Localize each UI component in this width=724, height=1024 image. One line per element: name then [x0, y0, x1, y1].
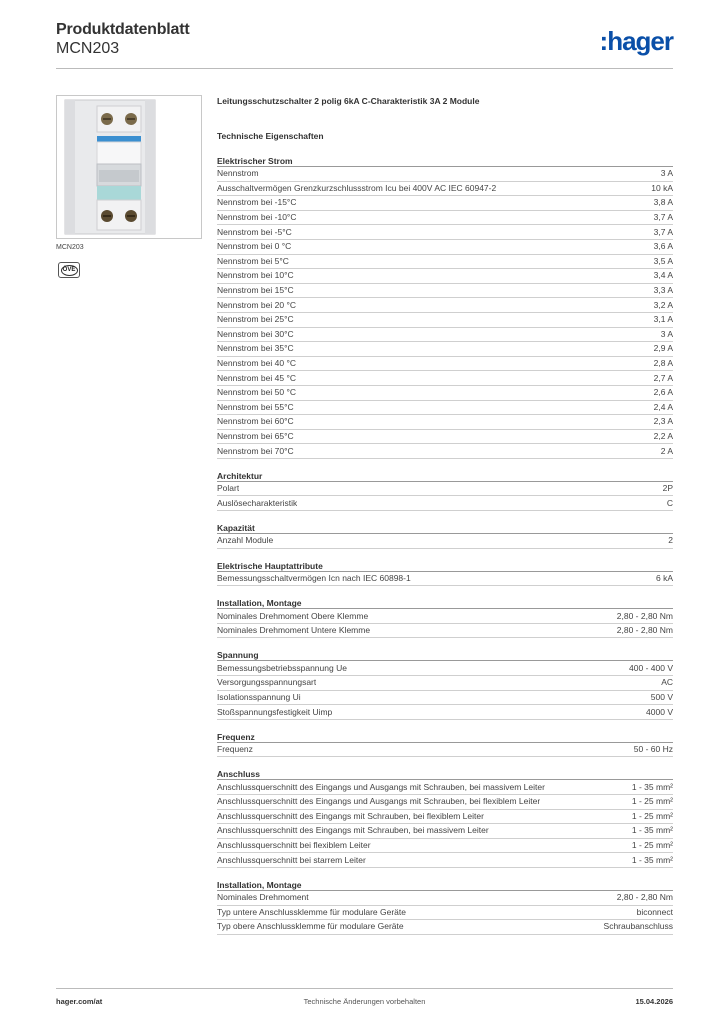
- spec-label: Nennstrom bei 55°C: [217, 401, 294, 412]
- spec-value: 1 - 25 mm²: [631, 840, 673, 851]
- spec-label: Isolationsspannung Ui: [217, 691, 301, 702]
- spec-row: [217, 357, 673, 372]
- spec-label: Frequenz: [217, 744, 253, 755]
- spec-value: 1 - 25 mm²: [631, 796, 673, 807]
- footer-disclaimer: Technische Änderungen vorbehalten: [303, 997, 426, 1006]
- spec-label: Anzahl Module: [217, 535, 274, 546]
- section-title: Spannung: [217, 649, 673, 661]
- spec-label: Nennstrom bei 25°C: [217, 314, 294, 325]
- spec-label: Stoßspannungsfestigkeit Uimp: [217, 706, 333, 717]
- spec-value: biconnect: [636, 906, 673, 917]
- spec-label: Nennstrom bei 60°C: [217, 416, 294, 427]
- section-title: Architektur: [217, 470, 673, 482]
- section-title: Elektrischer Strom: [217, 155, 673, 167]
- spec-label: Polart: [217, 483, 240, 494]
- spec-label: Nennstrom bei -10°C: [217, 212, 297, 223]
- spec-row: [217, 534, 673, 549]
- image-caption: MCN203: [56, 244, 84, 251]
- spec-value: C: [666, 497, 673, 508]
- spec-label: Nennstrom bei 15°C: [217, 285, 294, 296]
- spec-value: 2 A: [660, 445, 673, 456]
- spec-value: 500 V: [650, 691, 673, 702]
- spec-value: 2,7 A: [653, 372, 673, 383]
- spec-value: 2,6 A: [653, 387, 673, 398]
- spec-value: 1 - 35 mm²: [631, 825, 673, 836]
- circuit-breaker-icon: [63, 98, 157, 236]
- spec-row: [217, 298, 673, 313]
- spec-section: [217, 155, 673, 459]
- spec-value: 3,8 A: [653, 197, 673, 208]
- spec-row: [217, 810, 673, 825]
- spec-label: Nennstrom bei 45 °C: [217, 372, 296, 383]
- section-title: Installation, Montage: [217, 879, 673, 891]
- spec-value: 1 - 25 mm²: [631, 810, 673, 821]
- spec-row: [217, 269, 673, 284]
- hager-logo: :hager: [599, 26, 673, 56]
- spec-value: Schraubanschluss: [603, 921, 673, 932]
- spec-row: [217, 705, 673, 720]
- spec-value: 3,7 A: [653, 212, 673, 223]
- product-image: [56, 95, 202, 239]
- spec-value: 3,6 A: [653, 241, 673, 252]
- spec-value: 2P: [662, 483, 673, 494]
- spec-label: Anschlussquerschnitt des Eingangs und Ausgangs mit Schrauben, bei flexiblem Leiter: [217, 796, 541, 807]
- spec-value: 3,1 A: [653, 314, 673, 325]
- spec-label: Anschlussquerschnitt des Eingangs und Ausgangs mit Schrauben, bei massivem Leiter: [217, 781, 545, 792]
- spec-row: [217, 853, 673, 868]
- product-description: Leitungsschutzschalter 2 polig 6kA C-Charakteristik 3A 2 Module: [217, 96, 480, 106]
- spec-label: Typ untere Anschlussklemme für modulare Geräte: [217, 906, 406, 917]
- spec-row: [217, 795, 673, 810]
- spec-label: Nennstrom bei -15°C: [217, 197, 297, 208]
- section-title: Anschluss: [217, 768, 673, 780]
- spec-label: Nennstrom: [217, 168, 259, 179]
- spec-label: Versorgungsspannungsart: [217, 677, 317, 688]
- spec-label: Auslösecharakteristik: [217, 497, 298, 508]
- spec-value: 1 - 35 mm²: [631, 854, 673, 865]
- spec-value: 2,3 A: [653, 416, 673, 427]
- spec-label: Nennstrom bei 50 °C: [217, 387, 296, 398]
- section-title: Kapazität: [217, 522, 673, 534]
- spec-value: 3 A: [660, 328, 673, 339]
- spec-row: [217, 342, 673, 357]
- ove-badge-text: ÖVE: [61, 265, 78, 276]
- spec-section: [217, 768, 673, 868]
- section-title: Elektrische Hauptattribute: [217, 560, 673, 572]
- spec-value: 4000 V: [646, 706, 673, 717]
- spec-row: [217, 240, 673, 255]
- spec-value: AC: [661, 677, 673, 688]
- spec-value: 6 kA: [655, 572, 673, 583]
- section-title: Frequenz: [217, 731, 673, 743]
- spec-row: [217, 211, 673, 226]
- spec-value: 2,80 - 2,80 Nm: [616, 610, 673, 621]
- spec-label: Nennstrom bei 40 °C: [217, 358, 296, 369]
- spec-value: 50 - 60 Hz: [633, 744, 673, 755]
- spec-label: Nominales Drehmoment Obere Klemme: [217, 610, 369, 621]
- spec-row: [217, 328, 673, 343]
- spec-label: Nennstrom bei 10°C: [217, 270, 294, 281]
- footer-date: 15.04.2026: [635, 997, 673, 1006]
- spec-row: [217, 780, 673, 795]
- page-title: Produktdatenblatt: [56, 21, 190, 38]
- spec-value: 400 - 400 V: [629, 662, 673, 673]
- spec-label: Nennstrom bei 35°C: [217, 343, 294, 354]
- footer-website: hager.com/at: [56, 997, 103, 1006]
- spec-sections: [217, 155, 673, 935]
- spec-label: Nennstrom bei 70°C: [217, 445, 294, 456]
- spec-row: [217, 676, 673, 691]
- spec-label: Anschlussquerschnitt des Eingangs mit Schrauben, bei massivem Leiter: [217, 825, 489, 836]
- spec-label: Typ obere Anschlussklemme für modulare Geräte: [217, 921, 404, 932]
- spec-row: [217, 415, 673, 430]
- spec-value: 2,9 A: [653, 343, 673, 354]
- spec-label: Anschlussquerschnitt des Eingangs mit Schrauben, bei flexiblem Leiter: [217, 810, 484, 821]
- ove-certification-icon: [58, 262, 80, 278]
- spec-value: 1 - 35 mm²: [631, 781, 673, 792]
- spec-section: [217, 522, 673, 549]
- spec-label: Ausschaltvermögen Grenzkurzschlussstrom Icu bei 400V AC IEC 60947-2: [217, 182, 497, 193]
- spec-row: [217, 572, 673, 587]
- spec-value: 2,2 A: [653, 430, 673, 441]
- spec-value: 3,7 A: [653, 226, 673, 237]
- spec-row: [217, 444, 673, 459]
- spec-label: Bemessungsbetriebsspannung Ue: [217, 662, 347, 673]
- spec-row: [217, 906, 673, 921]
- spec-row: [217, 225, 673, 240]
- spec-label: Nennstrom bei 20 °C: [217, 299, 296, 310]
- page-footer: [56, 997, 673, 1009]
- spec-value: 2,80 - 2,80 Nm: [616, 625, 673, 636]
- spec-value: 3,3 A: [653, 285, 673, 296]
- spec-value: 3,2 A: [653, 299, 673, 310]
- spec-label: Anschlussquerschnitt bei flexiblem Leiter: [217, 840, 371, 851]
- page-header: [56, 20, 673, 70]
- spec-section: [217, 597, 673, 638]
- spec-row: [217, 430, 673, 445]
- spec-row: [217, 839, 673, 854]
- spec-row: [217, 691, 673, 706]
- spec-section: [217, 470, 673, 511]
- spec-row: [217, 284, 673, 299]
- spec-row: [217, 313, 673, 328]
- spec-row: [217, 182, 673, 197]
- spec-row: [217, 496, 673, 511]
- spec-value: 2,8 A: [653, 358, 673, 369]
- spec-section: [217, 649, 673, 719]
- spec-row: [217, 482, 673, 497]
- spec-row: [217, 255, 673, 270]
- spec-label: Anschlussquerschnitt bei starrem Leiter: [217, 854, 366, 865]
- section-title: Installation, Montage: [217, 597, 673, 609]
- spec-value: 3,5 A: [653, 255, 673, 266]
- spec-section: [217, 560, 673, 587]
- spec-section: [217, 731, 673, 758]
- spec-row: [217, 371, 673, 386]
- spec-value: 10 kA: [651, 182, 673, 193]
- spec-label: Nennstrom bei 0 °C: [217, 241, 292, 252]
- spec-row: [217, 824, 673, 839]
- spec-value: 2: [668, 535, 673, 546]
- spec-row: [217, 743, 673, 758]
- spec-row: [217, 920, 673, 935]
- product-code: MCN203: [56, 40, 120, 57]
- spec-row: [217, 891, 673, 906]
- spec-label: Bemessungsschaltvermögen Icn nach IEC 60898-1: [217, 572, 411, 583]
- spec-value: 3 A: [660, 168, 673, 179]
- spec-value: 3,4 A: [653, 270, 673, 281]
- spec-row: [217, 386, 673, 401]
- spec-section: [217, 879, 673, 935]
- product-specifications: [217, 95, 673, 935]
- spec-value: 2,80 - 2,80 Nm: [616, 892, 673, 903]
- spec-row: [217, 196, 673, 211]
- header-divider: [56, 68, 673, 69]
- spec-label: Nennstrom bei 30°C: [217, 328, 294, 339]
- spec-row: [217, 167, 673, 182]
- technical-properties-heading: Technische Eigenschaften: [217, 131, 324, 141]
- footer-divider: [56, 988, 673, 989]
- spec-row: [217, 624, 673, 639]
- spec-row: [217, 401, 673, 416]
- spec-label: Nominales Drehmoment Untere Klemme: [217, 625, 371, 636]
- spec-row: [217, 661, 673, 676]
- spec-label: Nennstrom bei 5°C: [217, 255, 289, 266]
- spec-label: Nennstrom bei -5°C: [217, 226, 292, 237]
- spec-row: [217, 609, 673, 624]
- spec-label: Nominales Drehmoment: [217, 892, 309, 903]
- spec-value: 2,4 A: [653, 401, 673, 412]
- spec-label: Nennstrom bei 65°C: [217, 430, 294, 441]
